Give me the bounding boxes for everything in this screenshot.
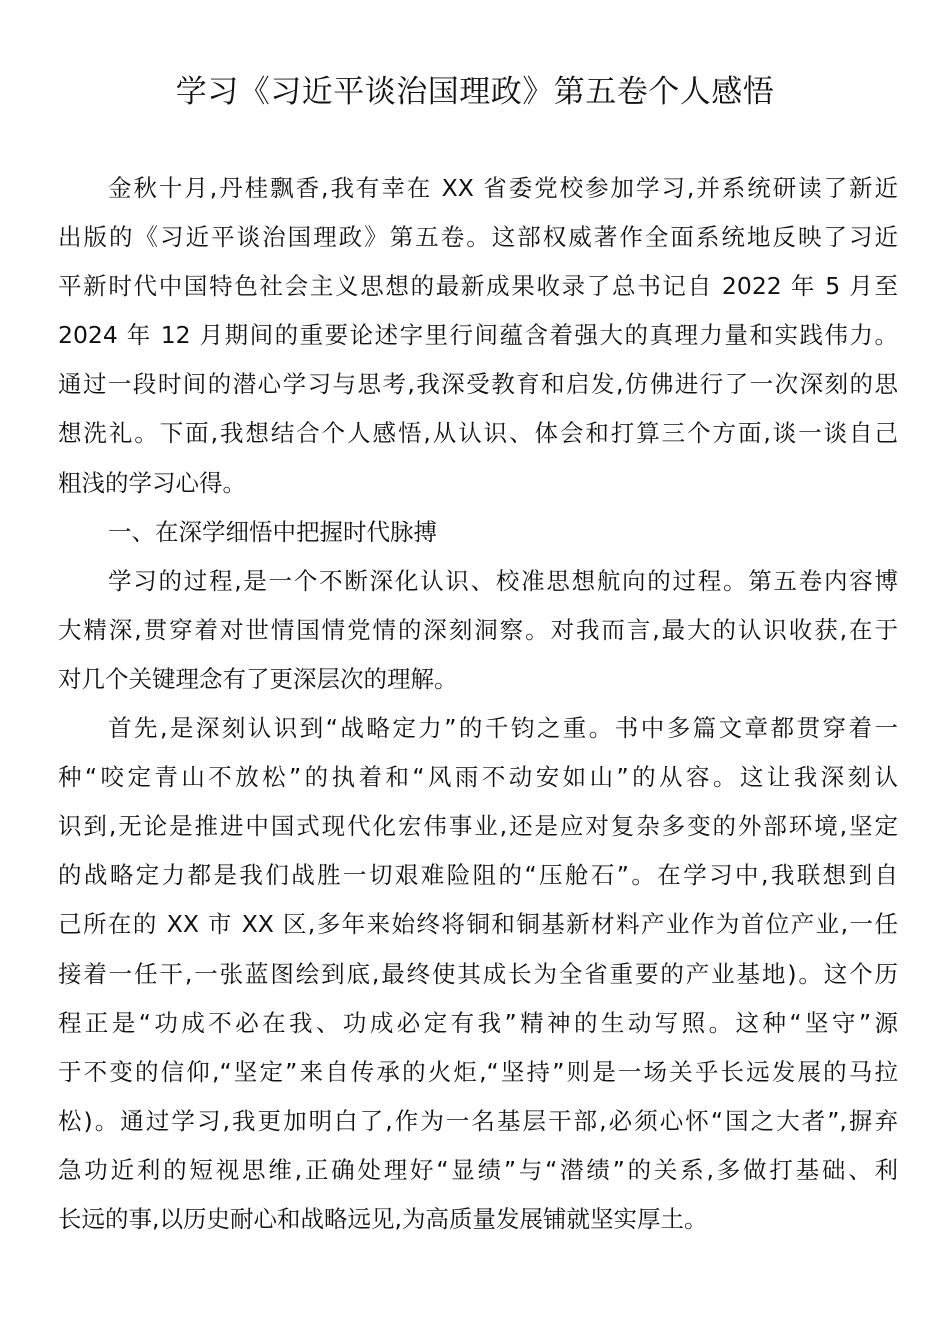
text-line: 通过一段时间的潜心学习与思考,我深受教育和启发,仿佛进行了一次深刻的思 bbox=[58, 370, 898, 399]
text-line: 松)。通过学习,我更加明白了,作为一名基层干部,必须心怀“国之大者”,摒弃 bbox=[58, 1106, 898, 1135]
text-line: 长远的事,以历史耐心和战略远见,为高质量发展铺就坚实厚土。 bbox=[58, 1204, 708, 1233]
text-line: 急功近利的短视思维,正确处理好“显绩”与“潜绩”的关系,多做打基础、利 bbox=[58, 1155, 898, 1184]
text-line: 对几个关键理念有了更深层次的理解。 bbox=[58, 664, 458, 693]
text-line: 识到,无论是推进中国式现代化宏伟事业,还是应对复杂多变的外部环境,坚定 bbox=[58, 812, 898, 841]
text-line: 学习的过程,是一个不断深化认识、校准思想航向的过程。第五卷内容博 bbox=[108, 566, 898, 595]
section-heading bbox=[58, 508, 898, 557]
text-line: 于不变的信仰,“坚定”来自传承的火炬,“坚持”则是一场关乎长远发展的马拉 bbox=[58, 1057, 898, 1086]
text-line: 平新时代中国特色社会主义思想的最新成果收录了总书记自 2022 年 5 月至 bbox=[58, 272, 898, 301]
document-body bbox=[58, 164, 898, 1244]
text-line: 出版的《习近平谈治国理政》第五卷。这部权威著作全面系统地反映了习近 bbox=[58, 223, 898, 252]
section-heading-text: 一、在深学细悟中把握时代脉搏 bbox=[108, 517, 437, 546]
text-line: 程正是“功成不必在我、功成必定有我”精神的生动写照。这种“坚守”源 bbox=[58, 1008, 898, 1037]
paragraph-learning-process bbox=[58, 557, 898, 704]
text-line: 粗浅的学习心得。 bbox=[58, 468, 246, 497]
text-line: 大精深,贯穿着对世情国情党情的深刻洞察。对我而言,最大的认识收获,在于 bbox=[58, 615, 898, 644]
text-line: 种“咬定青山不放松”的执着和“风雨不动安如山”的从容。这让我深刻认 bbox=[58, 763, 898, 792]
text-line: 的战略定力都是我们战胜一切艰难险阻的“压舱石”。在学习中,我联想到自 bbox=[58, 861, 898, 890]
text-line: 想洗礼。下面,我想结合个人感悟,从认识、体会和打算三个方面,谈一谈自己 bbox=[58, 419, 898, 448]
paragraph-strategic-resolve bbox=[58, 704, 898, 1244]
text-line: 首先,是深刻认识到“战略定力”的千钧之重。书中多篇文章都贯穿着一 bbox=[108, 714, 898, 743]
text-line: 2024 年 12 月期间的重要论述字里行间蕴含着强大的真理力量和实践伟力。 bbox=[58, 321, 898, 350]
paragraph-intro bbox=[58, 164, 898, 508]
text-line: 己所在的 XX 市 XX 区,多年来始终将铜和铜基新材料产业作为首位产业,一任 bbox=[58, 910, 898, 939]
document-title: 学习《习近平谈治国理政》第五卷个人感悟 bbox=[175, 74, 775, 110]
text-line: 接着一任干,一张蓝图绘到底,最终使其成长为全省重要的产业基地)。这个历 bbox=[58, 959, 898, 988]
text-line: 金秋十月,丹桂飘香,我有幸在 XX 省委党校参加学习,并系统研读了新近 bbox=[108, 174, 898, 202]
